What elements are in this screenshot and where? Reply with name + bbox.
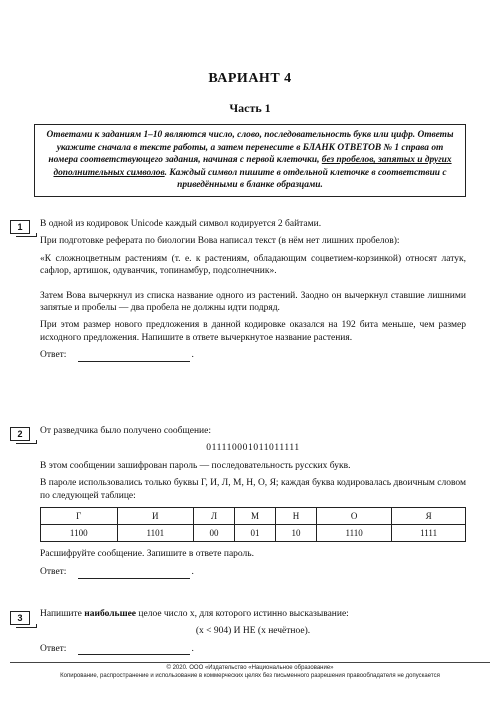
table-cell: 1100: [41, 525, 118, 542]
table-cell: 10: [276, 525, 317, 542]
q1-paragraph: При этом размер нового предложения в данной кодировке оказался на 192 бита меньше, чем размер исходного предложения. Напишите в ответе вычеркнутое название растения.: [40, 320, 466, 343]
footer: [0, 664, 500, 680]
q1-paragraph: Затем Вова вычеркнул из списка название одного из растений. Заодно он вычеркнул ставшие лишними запятые и пробелы — два пробела не должны идти подряд.: [40, 290, 466, 314]
answer-label: Ответ:: [40, 567, 67, 578]
table-cell: Я: [392, 508, 466, 525]
question-1: [40, 218, 466, 362]
q3-answer-row: Ответ: .: [40, 643, 194, 654]
q2-paragraph: От разведчика было получено сообщение:: [40, 426, 211, 436]
answer-label: Ответ:: [40, 643, 67, 654]
instructions-underlined: без пробелов, запятых и других дополнительных символов: [53, 155, 452, 178]
question-number-1: 1: [10, 220, 30, 234]
q3-expression: (x < 904) И НЕ (x нечётное).: [195, 626, 311, 637]
q1-paragraph: При подготовке реферата по биологии Вова написал текст (в нём нет лишних пробелов):: [40, 236, 400, 247]
variant-title: ВАРИАНТ 4: [208, 71, 292, 86]
table-cell: И: [117, 508, 194, 525]
q2-paragraph: Расшифруйте сообщение. Запишите в ответе пароль.: [40, 549, 255, 560]
table-cell: М: [235, 508, 276, 525]
code-table-letters-row: [41, 508, 466, 525]
table-cell: О: [317, 508, 392, 525]
q2-message: 011110001011011111: [206, 443, 300, 454]
instructions-box: [34, 124, 466, 197]
question-number-3: 3: [10, 611, 30, 625]
q1-paragraph: В одной из кодировок Unicode каждый символ кодируется 2 байтами.: [40, 219, 322, 229]
copyright-notice: Копирование, распространение и использование в коммерческих целях без письменного разрешения правообладателя не допускается: [60, 673, 440, 679]
table-cell: Г: [41, 508, 118, 525]
q3-answer-field[interactable]: [78, 646, 190, 655]
q3-emphasis: наибольшее: [84, 609, 137, 619]
copyright: © 2020. ООО «Издательство «Национальное образование»: [166, 665, 334, 671]
question-3: [40, 608, 466, 655]
q3-paragraph: Напишите наибольшее целое число x, для которого истинно высказывание:: [40, 609, 349, 619]
code-table: [40, 507, 466, 542]
q2-answer-row: Ответ: .: [40, 567, 194, 578]
question-number-2: 2: [10, 427, 30, 441]
table-cell: 1101: [117, 525, 194, 542]
table-cell: Л: [194, 508, 235, 525]
question-2: [40, 425, 466, 579]
q1-answer-field[interactable]: [78, 353, 190, 362]
instructions-text-end: . Каждый символ пишите в отдельной клеточке в соответствии с приведёнными в бланке образцами.: [164, 167, 447, 191]
part-title: Часть 1: [229, 101, 271, 115]
table-cell: 00: [194, 525, 235, 542]
q2-paragraph: В пароле использовались только буквы Г, И, Л, М, Н, О, Я; каждая буква кодировалась двоичным словом по следующей таблице:: [40, 478, 466, 501]
q1-quote: «К сложноцветным растениям (т. е. к растениям, обладающим соцветием-корзинкой) относят латук, сафлор, артишок, одуванчик, топинамбур, подсолнечник».: [40, 253, 466, 277]
q2-answer-field[interactable]: [78, 570, 190, 579]
table-cell: 1110: [317, 525, 392, 542]
instructions-text: Ответами к заданиям 1–10 являются число, слово, последовательность букв или цифр. Ответы укажите сначала в тексте работы, а затем перенесите в БЛАНК ОТВЕТОВ № 1 справа от номера соответствующего задания, начиная с первой клеточки,: [46, 130, 454, 166]
code-table-codes-row: [41, 525, 466, 542]
table-cell: 01: [235, 525, 276, 542]
q2-paragraph: В этом сообщении зашифрован пароль — последовательность русских букв.: [40, 460, 351, 471]
footer-divider: [10, 662, 490, 663]
table-cell: Н: [276, 508, 317, 525]
table-cell: 1111: [392, 525, 466, 542]
q1-answer-row: Ответ: .: [40, 350, 194, 361]
answer-label: Ответ:: [40, 350, 67, 361]
